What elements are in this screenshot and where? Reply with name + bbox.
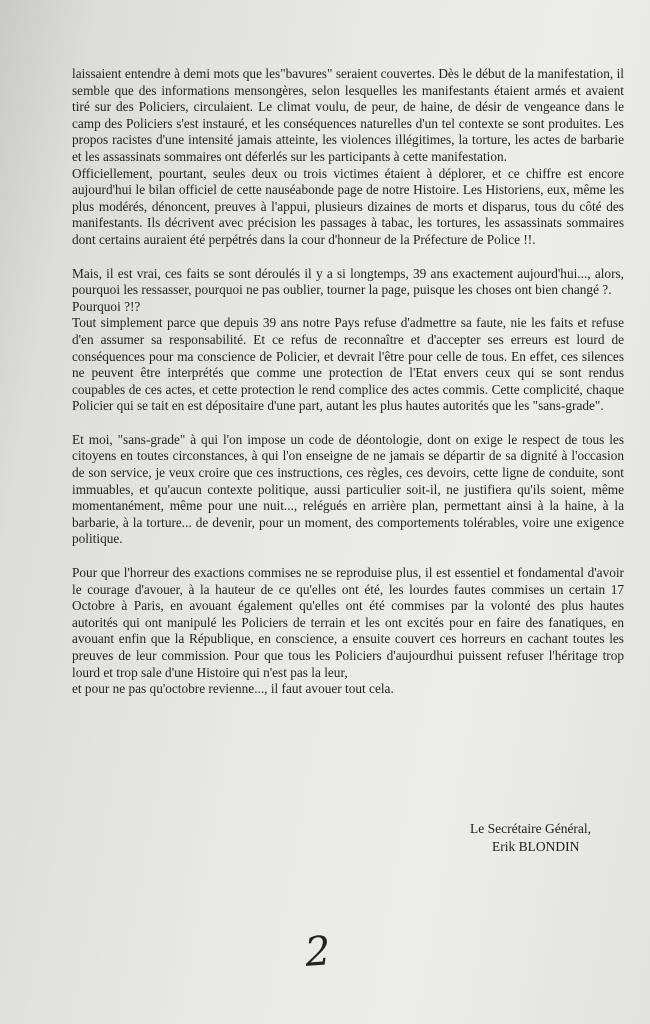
- paragraph-4: Pourquoi ?!?: [72, 298, 141, 314]
- signature-title: Le Secrétaire Général,: [470, 821, 592, 836]
- paragraph-6: Et moi, "sans-grade" à qui l'on impose un code de déontologie, dont on exige le respect de tous les citoyens en toutes circonstances, à qui l'on enseigne de ne jamais se départir de sa dignité à l'occasion de son service, je veux croire que ces instructions, ces règles, ces devoirs, cette ligne de conduite, sont immuables, et qu'aucun contexte politique, aussi particulier soit-il, ne justifiera qu'ils soient, même momentanément, même pour une nuit..., relégués en arrière plan, permettant ainsi à la haine, à la barbarie, à la torture... de devenir, pour un moment, des comportements tolérables, voire une exigence politique.: [72, 431, 624, 547]
- signature-block: [470, 820, 630, 856]
- document-body: [72, 66, 624, 698]
- paragraph-5: Tout simplement parce que depuis 39 ans notre Pays refuse d'admettre sa faute, nie les faits et refuse d'en assumer sa responsabilité. Et ce refus de reconnaître et d'accepter ses erreurs est lourd de conséquences pour ma conscience de Policier, et devrait l'être pour celle de tous. En effet, ces silences ne peuvent être interprétés que comme une protection de l'Etat envers ceux qui se sont rendus coupables de ces actes, et cette protection le rend complice des actes commis. Cette complicité, chaque Policier qui se tait en est dépositaire d'une part, autant les plus hautes autorités que les "sans-grade".: [72, 315, 624, 414]
- paragraph-1: laissaient entendre à demi mots que les"bavures" seraient couvertes. Dès le début de la manifestation, il semble que des informations mensongères, selon lesquelles les manifestants étaient armés et avaient tiré sur des Policiers, circulaient. Le climat voulu, de peur, de haine, de désir de vengeance dans le camp des Policiers s'est instauré, et les conséquences naturelles d'un tel contexte se sont produites. Les propos racistes d'une intensité jamais atteinte, les violences illégitimes, la torture, les actes de barbarie et les assassinats sommaires ont déferlés sur les participants à cette manifestation.: [72, 66, 624, 164]
- paragraph-2: Officiellement, pourtant, seules deux ou trois victimes étaient à déplorer, et ce chiffre est encore aujourd'hui le bilan officiel de cette nauséabonde page de notre Histoire. Les Historiens, eux, même les plus modérés, dénoncent, preuves à l'appui, plusieurs dizaines de morts et disparus, tous du côté des manifestants. Ils décrivent avec précision les passages à tabac, les tortures, les assassinats sommaires dont certains auraient été perpétrés dans la cour d'honneur de la Préfecture de Police !!.: [72, 165, 624, 247]
- paragraph-3: Mais, il est vrai, ces faits se sont déroulés il y a si longtemps, 39 ans exactement aujourd'hui..., alors, pourquoi les ressasser, pourquoi ne pas oublier, tourner la page, puisque les choses ont bien changé ?.: [72, 265, 624, 298]
- paragraph-8: et pour ne pas qu'octobre revienne..., il faut avouer tout cela.: [72, 681, 394, 697]
- paragraph-7: Pour que l'horreur des exactions commises ne se reproduise plus, il est essentiel et fondamental d'avoir le courage d'avouer, à la hauteur de ce qu'elles ont été, les lourdes fautes commises un certain 17 Octobre à Paris, en avouant également qu'elles ont été commises par la volonté des plus hautes autorités qui ont manipulé les Policiers de terrain et les ont excités pour en faire des fanatiques, en avouant enfin que la République, en conscience, a ensuite couvert ces horreurs en cachant toutes les preuves de leur commission. Pour que tous les Policiers d'aujourdhui puissent refuser l'héritage trop lourd et trop sale d'une Histoire qui n'est pas la leur,: [72, 565, 624, 680]
- page-number: 2: [303, 928, 333, 976]
- signature-name: Erik BLONDIN: [492, 839, 580, 854]
